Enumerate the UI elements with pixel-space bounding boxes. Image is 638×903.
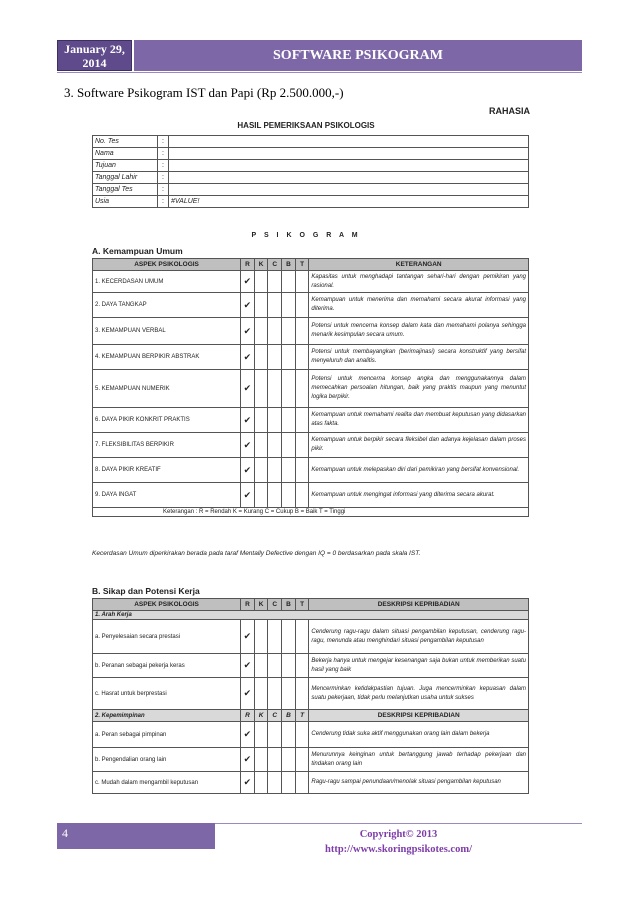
column-header: T xyxy=(295,710,309,722)
rating-cell xyxy=(268,620,282,654)
rating-r-check: ✔ xyxy=(241,772,255,794)
description-cell: Potensi untuk mencerna konsep angka dan menggunakannya dalam memecahkan persoalan hitungan, baik yang praktis maupun yang menuntut logika berpikir. xyxy=(309,370,529,408)
rating-cell xyxy=(295,293,309,318)
rating-cell xyxy=(268,722,282,748)
website-link[interactable]: http://www.skoringpsikotes.com/ xyxy=(324,844,472,855)
rating-cell xyxy=(254,345,268,370)
header-title: SOFTWARE PSIKOGRAM xyxy=(273,48,443,63)
description-cell: Cenderung tidak suka aktif menggunakan orang lain dalam bekerja xyxy=(309,722,529,748)
column-header: B xyxy=(282,599,296,611)
subsection-row xyxy=(93,710,529,722)
column-header: DESKRIPSI KEPRIBADIAN xyxy=(309,599,529,611)
subsection-title: 2. Kepemimpinan xyxy=(93,710,241,722)
aspect-cell: b. Pengendalian orang lain xyxy=(93,748,241,772)
rating-cell xyxy=(295,722,309,748)
rating-cell xyxy=(268,293,282,318)
rating-cell xyxy=(295,483,309,508)
rating-cell xyxy=(254,483,268,508)
aspect-cell: c. Mudah dalam mengambil keputusan xyxy=(93,772,241,794)
identity-row xyxy=(93,196,529,208)
identity-colon: : xyxy=(158,184,169,196)
column-header: ASPEK PSIKOLOGIS xyxy=(93,259,241,271)
table-row xyxy=(93,318,529,345)
table-row xyxy=(93,678,529,710)
column-header: B xyxy=(282,710,296,722)
rating-cell xyxy=(295,318,309,345)
rating-cell xyxy=(254,772,268,794)
header-date: January 29, 2014 xyxy=(64,42,125,70)
rating-cell xyxy=(295,748,309,772)
section-a-table xyxy=(92,258,529,517)
rating-r-check: ✔ xyxy=(241,318,255,345)
identity-value xyxy=(169,148,529,160)
rating-cell xyxy=(295,620,309,654)
aspect-cell: 6. DAYA PIKIR KONKRIT PRAKTIS xyxy=(93,408,241,433)
table-row xyxy=(93,483,529,508)
column-header: C xyxy=(268,259,282,271)
aspect-cell: 3. KEMAMPUAN VERBAL xyxy=(93,318,241,345)
rating-cell xyxy=(282,772,296,794)
description-cell: Mencerminkan ketidakpastian tujuan. Juga mencerminkan kepuasan dalam suatu pekerjaan, tidak perlu melanjutkan usaha untuk sukses xyxy=(309,678,529,710)
column-header: B xyxy=(282,259,296,271)
table-row xyxy=(93,748,529,772)
rating-r-check: ✔ xyxy=(241,748,255,772)
rating-cell xyxy=(268,271,282,293)
table-row xyxy=(93,620,529,654)
aspect-cell: b. Peranan sebagai pekerja keras xyxy=(93,654,241,678)
subsection-title: 1. Arah Kerja xyxy=(93,611,529,620)
aspect-cell: a. Penyelesaian secara prestasi xyxy=(93,620,241,654)
rating-cell xyxy=(295,433,309,458)
rating-cell xyxy=(282,433,296,458)
identity-row xyxy=(93,160,529,172)
iq-note: Kecerdasan Umum diperkirakan berada pada taraf Mentally Defective dengan IQ = 0 berdasarkan pada skala IST. xyxy=(92,550,421,557)
identity-colon: : xyxy=(158,196,169,208)
rating-cell xyxy=(268,458,282,483)
aspect-cell: 2. DAYA TANGKAP xyxy=(93,293,241,318)
description-cell: Kapasitas untuk menghadapi tantangan sehari-hari dengan pemikiran yang rasional. xyxy=(309,271,529,293)
identity-row xyxy=(93,184,529,196)
column-header: K xyxy=(254,259,268,271)
column-header: K xyxy=(254,599,268,611)
header-title-bar xyxy=(134,40,582,71)
table-row xyxy=(93,433,529,458)
rating-cell xyxy=(295,772,309,794)
intro-text: 3. Software Psikogram IST dan Papi (Rp 2.500.000,-) xyxy=(64,85,344,100)
identity-row xyxy=(93,172,529,184)
rating-cell xyxy=(268,345,282,370)
rating-cell xyxy=(254,722,268,748)
identity-colon: : xyxy=(158,136,169,148)
rating-cell xyxy=(254,318,268,345)
rating-cell xyxy=(268,433,282,458)
rating-cell xyxy=(282,318,296,345)
identity-label: Tujuan xyxy=(93,160,158,172)
column-header: T xyxy=(295,259,309,271)
column-header: C xyxy=(268,710,282,722)
aspect-cell: 7. FLEKSIBILITAS BERPIKIR xyxy=(93,433,241,458)
column-header: ASPEK PSIKOLOGIS xyxy=(93,599,241,611)
description-cell: Potensi untuk membayangkan (berimajinasi) secara konstruktif yang bersifat menyeluruh dan analitis. xyxy=(309,345,529,370)
identity-colon: : xyxy=(158,148,169,160)
rating-cell xyxy=(295,654,309,678)
rating-cell xyxy=(254,678,268,710)
rating-r-check: ✔ xyxy=(241,433,255,458)
aspect-cell: 5. KEMAMPUAN NUMERIK xyxy=(93,370,241,408)
rating-r-check: ✔ xyxy=(241,370,255,408)
rating-cell xyxy=(254,458,268,483)
rating-cell xyxy=(268,654,282,678)
rating-cell xyxy=(254,408,268,433)
rating-cell xyxy=(295,678,309,710)
report-title: HASIL PEMERIKSAAN PSIKOLOGIS xyxy=(237,121,375,130)
column-header: T xyxy=(295,599,309,611)
aspect-cell: 9. DAYA INGAT xyxy=(93,483,241,508)
aspect-cell: 1. KECERDASAN UMUM xyxy=(93,271,241,293)
table-row xyxy=(93,408,529,433)
aspect-cell: 8. DAYA PIKIR KREATIF xyxy=(93,458,241,483)
identity-colon: : xyxy=(158,160,169,172)
rating-cell xyxy=(282,458,296,483)
column-header: C xyxy=(268,599,282,611)
rating-cell xyxy=(254,748,268,772)
rating-r-check: ✔ xyxy=(241,483,255,508)
page-number: 4 xyxy=(62,826,68,840)
rating-cell xyxy=(295,271,309,293)
rating-cell xyxy=(282,748,296,772)
column-header: R xyxy=(241,259,255,271)
rating-cell xyxy=(268,678,282,710)
column-header: KETERANGAN xyxy=(309,259,529,271)
description-cell: Potensi untuk mencerna konsep dalam kata dan memahami polanya sehingga menarik kesimpulan secara umum. xyxy=(309,318,529,345)
identity-row xyxy=(93,148,529,160)
column-header: R xyxy=(241,710,255,722)
identity-value xyxy=(169,184,529,196)
description-cell: Kemampuan untuk mengingat informasi yang diterima secara akurat. xyxy=(309,483,529,508)
footer-divider xyxy=(215,823,582,824)
table-row xyxy=(93,722,529,748)
identity-label: Usia xyxy=(93,196,158,208)
rating-cell xyxy=(295,458,309,483)
psikogram-label: P S I K O G R A M xyxy=(251,232,361,239)
rating-cell xyxy=(268,318,282,345)
identity-value xyxy=(169,160,529,172)
table-row xyxy=(93,458,529,483)
rating-cell xyxy=(295,345,309,370)
table-row xyxy=(93,772,529,794)
identity-label: Tanggal Lahir xyxy=(93,172,158,184)
rating-r-check: ✔ xyxy=(241,678,255,710)
rating-cell xyxy=(282,483,296,508)
rating-cell xyxy=(254,370,268,408)
description-cell: Kemampuan untuk berpikir secara fleksibel dan adanya kejelasan dalam proses pikir. xyxy=(309,433,529,458)
column-header: K xyxy=(254,710,268,722)
table-row xyxy=(93,293,529,318)
identity-value xyxy=(169,136,529,148)
rating-cell xyxy=(282,345,296,370)
rating-cell xyxy=(254,654,268,678)
rating-r-check: ✔ xyxy=(241,620,255,654)
section-b-title: B. Sikap dan Potensi Kerja xyxy=(92,586,200,596)
aspect-cell: c. Hasrat untuk berprestasi xyxy=(93,678,241,710)
legend-text: Keterangan : R = Rendah K = Kurang C = Cukup B = Baik T = Tinggi xyxy=(93,508,529,517)
rating-cell xyxy=(282,293,296,318)
description-cell: Kemampuan untuk melepaskan diri dari pemikiran yang bersifat konvensional. xyxy=(309,458,529,483)
rating-cell xyxy=(282,370,296,408)
identity-label: Nama xyxy=(93,148,158,160)
footer-page-box xyxy=(57,823,215,849)
identity-colon: : xyxy=(158,172,169,184)
table-row xyxy=(93,271,529,293)
rating-cell xyxy=(268,408,282,433)
aspect-cell: 4. KEMAMPUAN BERPIKIR ABSTRAK xyxy=(93,345,241,370)
rating-cell xyxy=(268,483,282,508)
rating-r-check: ✔ xyxy=(241,293,255,318)
rating-r-check: ✔ xyxy=(241,408,255,433)
column-header: DESKRIPSI KEPRIBADIAN xyxy=(309,710,529,722)
table-row xyxy=(93,370,529,408)
legend-row xyxy=(93,508,529,517)
table-row xyxy=(93,345,529,370)
header-date-box xyxy=(57,40,132,71)
description-cell: Ragu-ragu sampai penundaan/menolak situasi pengambilan keputusan xyxy=(309,772,529,794)
rating-cell xyxy=(254,620,268,654)
description-cell: Bekerja hanya untuk mengejar kesenangan saja bukan untuk memberikan suatu hasil yang baik xyxy=(309,654,529,678)
rating-cell xyxy=(282,620,296,654)
identity-value: #VALUE! xyxy=(169,196,529,208)
aspect-cell: a. Peran sebagai pimpinan xyxy=(93,722,241,748)
rating-r-check: ✔ xyxy=(241,458,255,483)
rating-cell xyxy=(254,271,268,293)
confidential-label: RAHASIA xyxy=(488,106,530,116)
rating-cell xyxy=(254,433,268,458)
rating-cell xyxy=(282,408,296,433)
rating-cell xyxy=(295,408,309,433)
identity-label: No. Tes xyxy=(93,136,158,148)
rating-cell xyxy=(268,772,282,794)
section-b-table xyxy=(92,598,529,794)
description-cell: Cenderung ragu-ragu dalam situasi pengambilan keputusan, cenderung ragu-ragu, menunda atau menghindari situasi pengambilan keputusan xyxy=(309,620,529,654)
psikogram-report xyxy=(80,100,532,820)
rating-r-check: ✔ xyxy=(241,722,255,748)
rating-r-check: ✔ xyxy=(241,345,255,370)
identity-value xyxy=(169,172,529,184)
rating-cell xyxy=(254,293,268,318)
rating-r-check: ✔ xyxy=(241,271,255,293)
description-cell: Kemampuan untuk memahami realita dan membuat keputusan yang didasarkan atas fakta. xyxy=(309,408,529,433)
rating-cell xyxy=(282,654,296,678)
header-divider xyxy=(57,72,582,73)
rating-cell xyxy=(268,748,282,772)
identity-label: Tanggal Tes xyxy=(93,184,158,196)
table-row xyxy=(93,654,529,678)
identity-row xyxy=(93,136,529,148)
rating-cell xyxy=(282,678,296,710)
identity-table xyxy=(92,135,529,208)
column-header: R xyxy=(241,599,255,611)
footer-copyright-block xyxy=(215,827,582,857)
rating-cell xyxy=(295,370,309,408)
rating-cell xyxy=(282,722,296,748)
rating-cell xyxy=(282,271,296,293)
subsection-row xyxy=(93,611,529,620)
section-a-title: A. Kemampuan Umum xyxy=(92,246,183,256)
description-cell: Kemampuan untuk menerima dan memahami secara akurat informasi yang diterima. xyxy=(309,293,529,318)
rating-cell xyxy=(268,370,282,408)
description-cell: Menurunnya keinginan untuk bertanggung jawab terhadap pekerjaan dan tindakan orang lain xyxy=(309,748,529,772)
copyright-text: Copyright© 2013 xyxy=(359,829,438,840)
rating-r-check: ✔ xyxy=(241,654,255,678)
